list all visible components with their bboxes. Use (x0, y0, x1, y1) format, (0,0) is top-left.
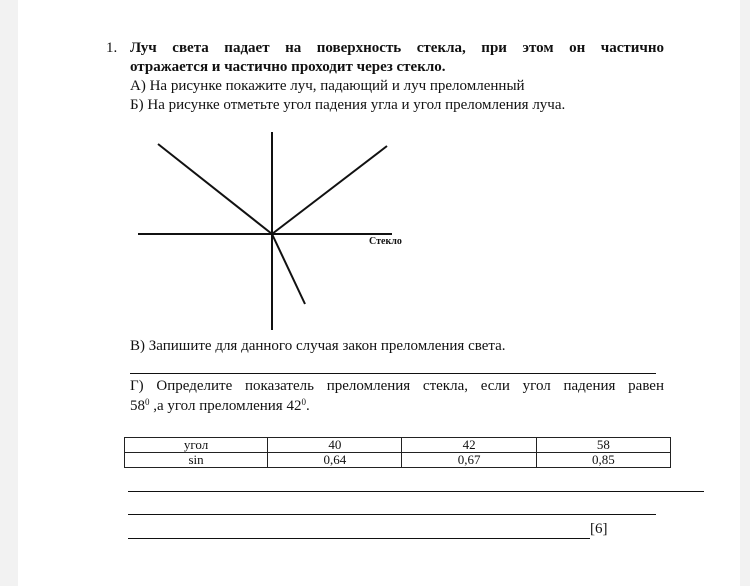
answer-line-1 (128, 491, 704, 492)
table-cell: sin (125, 453, 268, 468)
table-cell: угол (125, 438, 268, 453)
part-g-line1: Г) Определите показатель преломления стекла, если угол падения равен (130, 378, 664, 394)
glass-label: Стекло (369, 236, 402, 247)
table-cell: 40 (268, 438, 402, 453)
table-cell: 0,85 (536, 453, 670, 468)
incidence-angle-value: 58 (130, 398, 145, 414)
part-g-line2 (130, 398, 310, 415)
answer-line-2 (128, 514, 656, 515)
question-number: 1. (106, 40, 118, 56)
table-cell: 58 (536, 438, 670, 453)
answer-line-3 (128, 538, 590, 539)
part-g-text-end: . (305, 398, 310, 414)
table-cell: 0,64 (268, 453, 402, 468)
table-row (125, 438, 671, 453)
part-b-text: Б) На рисунке отметьте угол падения угла и угол преломления луча. (130, 97, 566, 113)
refracted-ray (272, 234, 305, 304)
answer-line-v (130, 373, 656, 374)
question-title-line2: отражается и частично проходит через стекло. (130, 59, 446, 75)
part-g-text-mid: ,а угол преломления 42 (149, 398, 302, 414)
incident-ray (158, 144, 272, 234)
table-cell: 0,67 (402, 453, 536, 468)
part-a-text: А) На рисунке покажите луч, падающий и луч преломленный (130, 78, 525, 94)
sine-table (124, 437, 671, 468)
question-title-line1: Луч света падает на поверхность стекла, при этом он частично (130, 40, 664, 56)
degree-sign-2: 0 (301, 397, 306, 407)
score-marker: [6] (590, 521, 608, 537)
reflected-ray (272, 146, 387, 234)
table-cell: 42 (402, 438, 536, 453)
degree-sign-1: 0 (145, 397, 150, 407)
part-v-text: В) Запишите для данного случая закон преломления света. (130, 338, 506, 354)
table-row (125, 453, 671, 468)
